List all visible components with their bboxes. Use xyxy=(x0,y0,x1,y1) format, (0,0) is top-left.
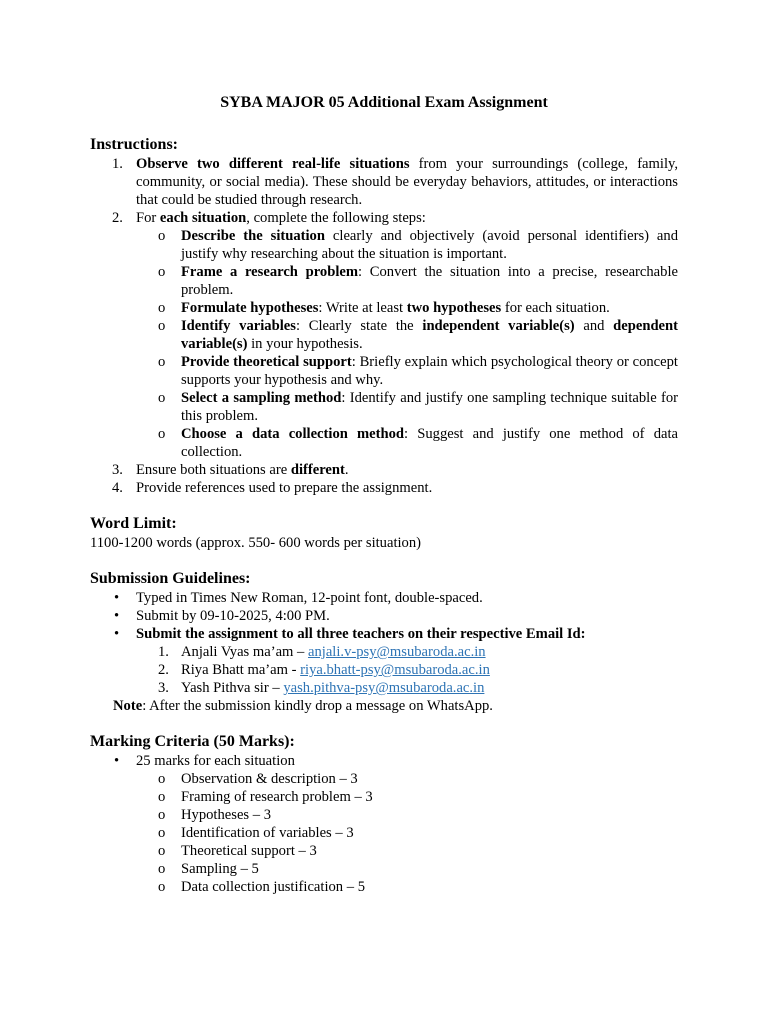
bullet-icon: • xyxy=(114,753,120,769)
submission-text: Typed in Times New Roman, 12-point font, double-spaced. xyxy=(136,590,483,606)
circle-bullet-icon: o xyxy=(158,861,166,877)
criteria-text: Data collection justification – 5 xyxy=(181,879,365,895)
instruction-item-4 xyxy=(90,479,678,497)
criteria-text: Identification of variables – 3 xyxy=(181,825,354,841)
teacher-item xyxy=(90,679,678,697)
criteria-item xyxy=(90,824,678,842)
instructions-heading: Instructions: xyxy=(90,136,179,153)
criteria-text: Framing of research problem – 3 xyxy=(181,789,373,805)
instruction-text: from your surroundings (college, family, community, or social media). These should be everyday behaviors, attitudes, or interactions that could be studied through research. xyxy=(136,156,678,208)
teacher-email-link[interactable]: anjali.v-psy@msubaroda.ac.in xyxy=(308,644,486,660)
step-bold: Choose a data collection method xyxy=(181,426,405,442)
step-bold: Provide theoretical support xyxy=(181,354,352,370)
submission-heading: Submission Guidelines: xyxy=(90,570,251,587)
circle-bullet-icon: o xyxy=(158,807,166,823)
step-item-describe xyxy=(90,227,678,263)
list-number: 1. xyxy=(158,644,169,660)
circle-bullet-icon: o xyxy=(158,789,166,805)
criteria-item xyxy=(90,842,678,860)
step-text: : Briefly explain which psychological theory or concept supports your hypothesis and why. xyxy=(181,354,678,388)
step-bold: Describe the situation xyxy=(181,228,325,244)
bullet-icon: • xyxy=(114,590,120,606)
step-item-hypotheses xyxy=(90,299,678,317)
instruction-text: . xyxy=(344,462,349,478)
instruction-bold: different xyxy=(290,462,345,478)
submission-item-format xyxy=(90,589,678,607)
circle-bullet-icon: o xyxy=(158,771,166,787)
step-item-theory xyxy=(90,353,678,389)
step-text: clearly and objectively (avoid personal identifiers) and justify why researching about the situation is important. xyxy=(181,228,679,262)
circle-bullet-icon: o xyxy=(158,390,166,406)
circle-bullet-icon: o xyxy=(158,843,166,859)
marking-item xyxy=(90,752,678,896)
step-item-frame xyxy=(90,263,678,299)
list-number: 2. xyxy=(158,662,169,678)
step-bold: Formulate hypotheses xyxy=(181,300,319,316)
step-text: : Identify and justify one sampling technique suitable for this problem. xyxy=(181,390,678,424)
step-bold: independent variable(s) xyxy=(422,318,575,334)
list-number: 3. xyxy=(112,462,123,478)
word-limit-heading: Word Limit: xyxy=(90,515,177,532)
circle-bullet-icon: o xyxy=(158,354,166,370)
document-title: SYBA MAJOR 05 Additional Exam Assignment xyxy=(220,94,548,111)
instruction-item-1 xyxy=(90,155,678,209)
word-limit-text: 1100-1200 words (approx. 550- 600 words per situation) xyxy=(90,535,422,551)
instruction-text: Provide references used to prepare the assignment. xyxy=(136,480,433,496)
instruction-text: , complete the following steps: xyxy=(246,210,426,226)
criteria-text: Observation & description – 3 xyxy=(181,771,358,787)
teacher-name: Yash Pithva sir – xyxy=(181,680,284,696)
list-number: 2. xyxy=(112,210,123,226)
criteria-item xyxy=(90,878,678,896)
step-text: : Suggest and justify one method of data collection. xyxy=(181,426,678,460)
teacher-item xyxy=(90,661,678,679)
note-text: : After the submission kindly drop a message on WhatsApp. xyxy=(142,698,493,714)
instruction-text: For xyxy=(136,210,160,226)
steps-list xyxy=(90,227,678,461)
submission-text: Submit by 09-10-2025, 4:00 PM. xyxy=(136,608,330,624)
list-number: 4. xyxy=(112,480,123,496)
submission-item-email xyxy=(90,625,678,697)
criteria-text: Hypotheses – 3 xyxy=(181,807,271,823)
step-item-variables xyxy=(90,317,678,353)
bullet-icon: • xyxy=(114,626,120,642)
step-item-sampling xyxy=(90,389,678,425)
submission-note xyxy=(90,697,678,715)
marking-text: 25 marks for each situation xyxy=(136,753,295,769)
step-bold: dependent variable(s) xyxy=(181,318,679,352)
instruction-item-3 xyxy=(90,461,678,479)
marking-list xyxy=(90,752,678,896)
teacher-email-link[interactable]: yash.pithva-psy@msubaroda.ac.in xyxy=(283,680,485,696)
step-item-data-collection xyxy=(90,425,678,461)
instructions-list xyxy=(90,155,678,497)
submission-bold: Submit the assignment to all three teachers on their respective Email Id: xyxy=(136,626,586,642)
criteria-text: Theoretical support – 3 xyxy=(181,843,317,859)
step-text: : Convert the situation into a precise, researchable problem. xyxy=(181,264,678,298)
circle-bullet-icon: o xyxy=(158,264,166,280)
criteria-list xyxy=(90,770,678,896)
step-bold: Frame a research problem xyxy=(181,264,359,280)
teacher-email-link[interactable]: riya.bhatt-psy@msubaroda.ac.in xyxy=(300,662,490,678)
circle-bullet-icon: o xyxy=(158,300,166,316)
criteria-item xyxy=(90,860,678,878)
criteria-text: Sampling – 5 xyxy=(181,861,259,877)
criteria-item xyxy=(90,788,678,806)
circle-bullet-icon: o xyxy=(158,879,166,895)
instruction-item-2 xyxy=(90,209,678,461)
step-text: for each situation. xyxy=(501,300,610,316)
bullet-icon: • xyxy=(114,608,120,624)
circle-bullet-icon: o xyxy=(158,426,166,442)
submission-list xyxy=(90,589,678,697)
circle-bullet-icon: o xyxy=(158,228,166,244)
step-bold: Identify variables xyxy=(181,318,296,334)
teacher-name: Riya Bhatt ma’am - xyxy=(181,662,301,678)
criteria-item xyxy=(90,770,678,788)
list-number: 1. xyxy=(112,156,123,172)
step-text: in your hypothesis. xyxy=(247,336,363,352)
teacher-name: Anjali Vyas ma’am – xyxy=(181,644,308,660)
step-text: and xyxy=(574,318,614,334)
step-bold: two hypotheses xyxy=(406,300,502,316)
note-label: Note xyxy=(113,698,143,714)
step-text: : Clearly state the xyxy=(295,318,423,334)
instruction-text: Ensure both situations are xyxy=(136,462,291,478)
circle-bullet-icon: o xyxy=(158,318,166,334)
criteria-item xyxy=(90,806,678,824)
document-page xyxy=(90,93,678,896)
step-bold: Select a sampling method xyxy=(181,390,342,406)
instruction-bold: each situation xyxy=(159,210,247,226)
submission-item-deadline xyxy=(90,607,678,625)
instruction-bold: Observe two different real-life situations xyxy=(136,156,410,172)
marking-heading: Marking Criteria (50 Marks): xyxy=(90,733,295,750)
list-number: 3. xyxy=(158,680,169,696)
teacher-item xyxy=(90,643,678,661)
step-text: : Write at least xyxy=(318,300,407,316)
circle-bullet-icon: o xyxy=(158,825,166,841)
teacher-list xyxy=(90,643,678,697)
